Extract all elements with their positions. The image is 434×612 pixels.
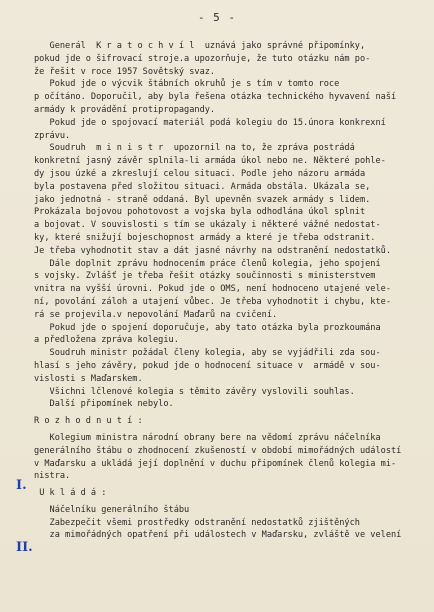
text-line: Další připomínek nebylo. bbox=[34, 399, 174, 410]
resolution-line: nistra. bbox=[34, 471, 71, 482]
resolution-line: v Maďarsku a ukládá její doplnění v duchu připomínek členů kolegia mi- bbox=[34, 458, 397, 469]
text-line: dy jsou úzké a zkreslují celou situaci. Podle jeho názoru armáda bbox=[34, 168, 366, 179]
text-line: Pokud jde o výcvik štábních okruhů je s tím v tomto roce bbox=[34, 79, 340, 90]
text-line: konkretní jasný závěr splnila-li armáda úkol nebo ne. Některé pohle- bbox=[34, 156, 386, 167]
task-heading bbox=[34, 487, 414, 500]
text-line: ky, které snižují bojeschopnost armády a které je třeba odstranit. bbox=[34, 232, 376, 243]
text-line: že řešit v roce 1957 Sovětský svaz. bbox=[34, 66, 216, 77]
resolution-line: generálního štábu o zhodnocení zkušeností v období mimořádných událostí bbox=[34, 445, 402, 456]
text-line: Soudruh m i n i s t r upozornil na to, že zpráva postrádá bbox=[34, 143, 355, 154]
text-line: byla postavena před složitou situaci. Armáda obstála. Ukázala se, bbox=[34, 181, 371, 192]
text-line: vislosti s Maďarskem. bbox=[34, 373, 143, 384]
text-line: zprávu. bbox=[34, 130, 71, 141]
text-line: pokud jde o šifrovací stroje.a upozorňuje, že tuto otázku nám po- bbox=[34, 53, 371, 64]
text-line: jako jednotná - straně oddaná. Byl upevněn svazek armády s lidem. bbox=[34, 194, 371, 205]
text-line: rá se projevila.v nepovolání Maďarů na cvičení. bbox=[34, 309, 278, 320]
text-line: armády k provádění protipropagandy. bbox=[34, 104, 216, 115]
text-line: Všichni lčlenové kolegia s těmito závěry vyslovili souhlas. bbox=[34, 386, 355, 397]
task-line: Náčelníku generálního štábu bbox=[34, 504, 190, 515]
text-line: Pokud jde o spojení doporučuje, aby tato otázka byla prozkoumána bbox=[34, 322, 381, 333]
document-body bbox=[34, 40, 414, 542]
page-number: - 5 - bbox=[197, 11, 237, 24]
discussion-text bbox=[34, 40, 414, 411]
task-line: za mimořádných opatření při událostech v Maďarsku, zvláště ve velení bbox=[34, 530, 402, 541]
resolution-heading: R o z h o d n u t í : bbox=[34, 416, 143, 427]
text-line: Soudruh ministr požádal členy kolegia, aby se vyjádřili zda sou- bbox=[34, 348, 381, 359]
resolution-line: Kolegium ministra národní obrany bere na vědomí zprávu náčelníka bbox=[34, 432, 381, 443]
resolution-text bbox=[34, 432, 414, 483]
text-line: Prokázala bojovou pohotovost a vojska byla odhodlána úkol splnit bbox=[34, 207, 366, 218]
text-line: Je třeba vyhodnotit stav a dát jasné návrhy na odstranění nedostatků. bbox=[34, 245, 391, 256]
text-line: s vojsky. Zvlášť je třeba řešit otázky součinnosti s ministerstvem bbox=[34, 271, 376, 282]
handwritten-mark-i: I. bbox=[16, 478, 27, 493]
task-line: Zabezpečit všemi prostředky odstranění nedostatků zjištěných bbox=[34, 517, 360, 528]
task-text bbox=[34, 504, 414, 542]
handwritten-mark-ii: II. bbox=[16, 540, 33, 555]
text-line: Generál K r a t o c h v í l uznává jako správné připomínky, bbox=[34, 41, 366, 51]
text-line: a předložena zpráva kolegiu. bbox=[34, 335, 179, 346]
text-line: vnitra na vyšší úrovni. Pokud jde o OMS, není hodnoceno utajené vele- bbox=[34, 284, 391, 295]
text-line: Pokud jde o spojovací materiál podá kolegiu do 15.února konkrexní bbox=[34, 117, 386, 128]
text-line: hlasí s jeho závěry, pokud jde o hodnocení situace v armádě v sou- bbox=[34, 360, 381, 371]
task-heading-text: U k l á d á : bbox=[39, 488, 107, 499]
text-line: a bojovat. V souvislosti s tím se ukázaly i některé vážné nedostat- bbox=[34, 220, 381, 231]
text-line: p očítáno. Doporučil, aby byla řešena otázka technického hyvavení naší bbox=[34, 92, 397, 103]
text-line: ní, povolání záloh a utajení vůbec. Je třeba vyhodnotit i chybu, kte- bbox=[34, 296, 391, 307]
text-line: Dále doplnit zprávu hodnocením práce členů kolegia, jeho spojení bbox=[34, 258, 381, 269]
